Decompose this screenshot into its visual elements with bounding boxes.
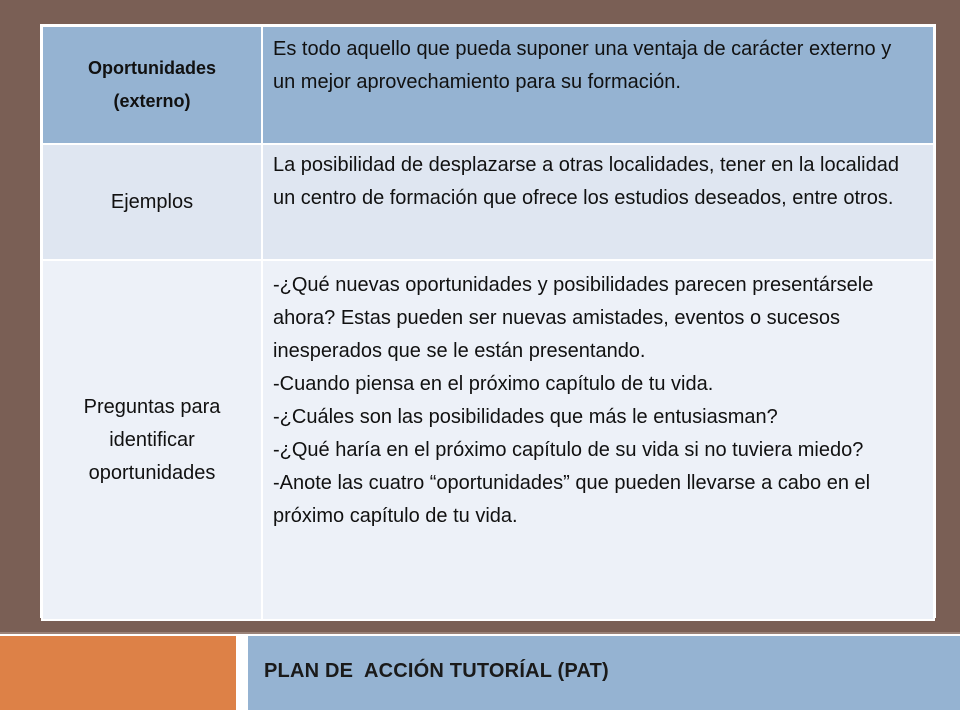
- header-label-cell: [42, 26, 262, 144]
- question-item: -¿Qué nuevas oportunidades y posibilidades parecen presentársele ahora? Estas pueden ser nuevas amistades, eventos o sucesos inesperados que se le están presentando.: [273, 274, 874, 362]
- opportunities-table: [41, 25, 935, 621]
- footer-accent-block: [0, 636, 236, 710]
- questions-label-cell: [42, 260, 262, 620]
- examples-label-cell: [42, 144, 262, 260]
- examples-label: Ejemplos: [110, 190, 194, 213]
- table-row-examples: [42, 144, 934, 260]
- examples-description-cell: [262, 144, 934, 260]
- header-description: Es todo aquello que pueda suponer una ventaja de carácter externo y un mejor aprovechamiento para su formación.: [273, 38, 892, 93]
- table-row-questions: [42, 260, 934, 620]
- footer-divider: [0, 632, 960, 634]
- table-row-header: [42, 26, 934, 144]
- footer-title: PLAN DE ACCIÓN TUTORÍAL (PAT): [264, 660, 609, 682]
- questions-list-cell: [262, 260, 934, 620]
- question-item: -Cuando piensa en el próximo capítulo de tu vida.: [273, 373, 714, 395]
- header-description-cell: [262, 26, 934, 144]
- header-label-line1: Oportunidades: [87, 58, 216, 78]
- question-item: -¿Qué haría en el próximo capítulo de su vida si no tuviera miedo?: [273, 439, 864, 461]
- question-item: -¿Cuáles son las posibilidades que más le entusiasman?: [273, 406, 778, 428]
- header-label-line2: (externo): [113, 91, 191, 111]
- examples-description: La posibilidad de desplazarse a otras localidades, tener en la localidad un centro de formación que ofrece los estudios deseados, entre otros.: [273, 154, 899, 209]
- questions-label: Preguntas para identificar oportunidades: [83, 395, 221, 484]
- question-item: -Anote las cuatro “oportunidades” que pueden llevarse a cabo en el próximo capítulo de tu vida.: [273, 472, 871, 527]
